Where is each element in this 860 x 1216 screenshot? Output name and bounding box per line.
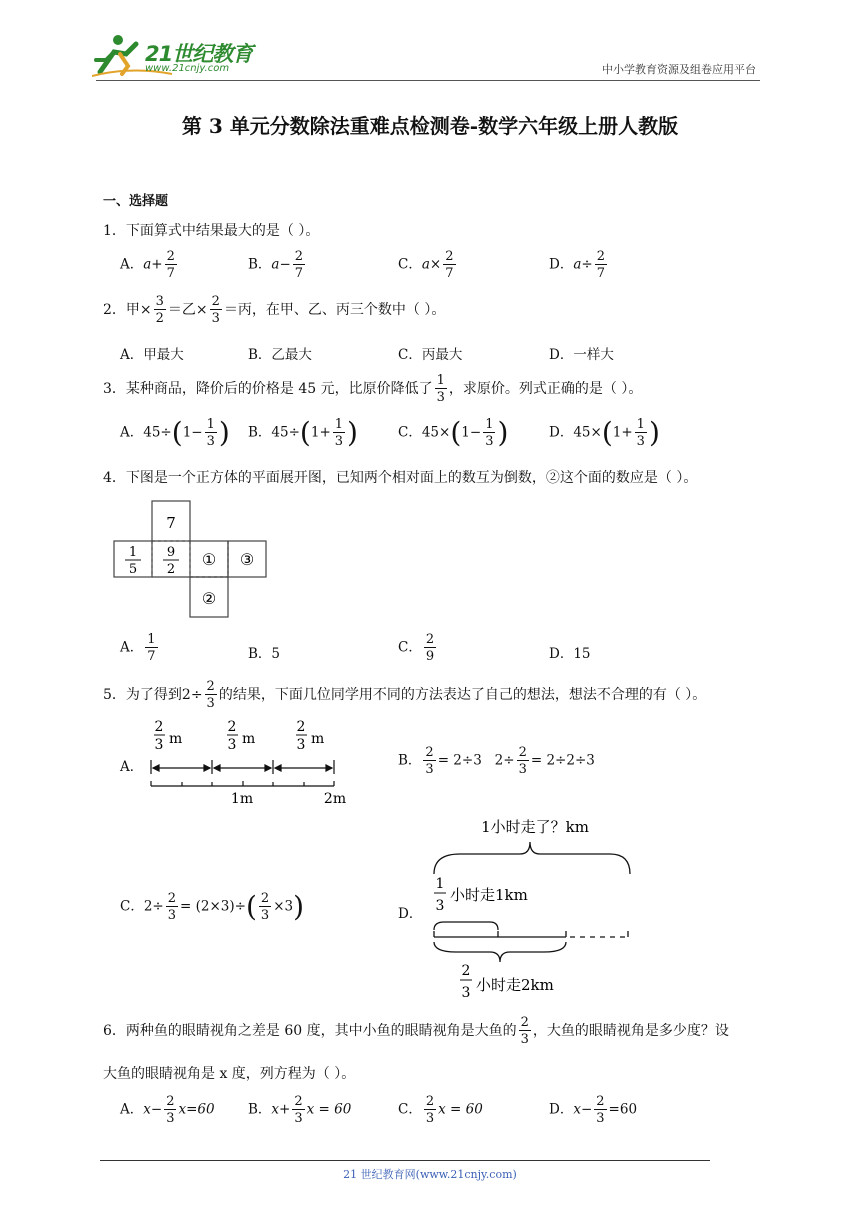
numerator: 2 xyxy=(596,1094,605,1109)
fraction xyxy=(595,250,607,280)
expr: x=60 xyxy=(178,1101,215,1118)
numerator: 2 xyxy=(206,679,215,694)
brace-mid-label: 小时走1km xyxy=(450,886,528,904)
fraction xyxy=(205,418,217,448)
denominator: 3 xyxy=(425,1111,435,1126)
q1-option-b[interactable] xyxy=(248,250,307,280)
brace-bottom-label: 小时走2km xyxy=(476,976,554,994)
q6-option-c[interactable] xyxy=(398,1095,483,1125)
expr: =60 xyxy=(608,1101,638,1118)
mid-numerator: 1 xyxy=(435,876,445,892)
net-left-numerator: 1 xyxy=(128,545,138,560)
denominator: 7 xyxy=(294,266,304,281)
option-label: D． xyxy=(549,256,574,273)
q2-option-d[interactable]: D．一样大 xyxy=(549,347,614,363)
question-6-stem-line2: 大鱼的眼睛视角是 x 度，列方程为（ ）。 xyxy=(103,1066,356,1082)
header-divider xyxy=(96,80,760,81)
expr: 45÷ xyxy=(271,424,300,441)
option-label: B． xyxy=(248,256,272,273)
option-label: C． xyxy=(398,639,422,656)
q5-option-d-label[interactable]: D． xyxy=(398,906,423,922)
segment-numerator: 2 xyxy=(296,719,306,735)
option-label: B． xyxy=(248,646,272,662)
fraction xyxy=(519,1016,531,1046)
option-label: B． xyxy=(398,752,422,769)
expr: x = 60 xyxy=(306,1101,352,1118)
numerator: 2 xyxy=(425,632,435,647)
net-face-1: ① xyxy=(201,550,217,569)
bot-denominator: 3 xyxy=(461,985,471,1001)
denominator: 3 xyxy=(206,434,215,449)
q2-option-b[interactable]: B．乙最大 xyxy=(248,347,312,363)
logo-text: 21世纪教育 xyxy=(145,42,253,66)
expr: a− xyxy=(271,256,291,273)
numerator: 2 xyxy=(211,294,220,309)
equation-part: = 2÷3 xyxy=(437,752,482,769)
bot-numerator: 2 xyxy=(461,963,471,979)
fraction xyxy=(166,892,178,922)
denominator: 3 xyxy=(167,908,177,923)
fraction xyxy=(517,746,529,776)
fraction xyxy=(164,1095,176,1125)
expr: a+ xyxy=(143,256,163,273)
stem-part: 5．为了得到2÷ xyxy=(103,687,203,703)
option-label: B． xyxy=(248,424,272,441)
expr: 1− xyxy=(461,424,482,441)
numerator: 1 xyxy=(206,417,215,432)
numerator: 2 xyxy=(425,745,434,760)
q6-option-a[interactable] xyxy=(120,1095,215,1125)
numerator: 2 xyxy=(596,249,605,264)
fraction xyxy=(205,680,217,710)
denominator: 3 xyxy=(166,1111,175,1126)
section-heading: 一、选择题 xyxy=(103,194,169,209)
fraction xyxy=(435,374,447,404)
fraction xyxy=(443,250,455,280)
option-label: C． xyxy=(398,1101,422,1118)
net-face-2: ② xyxy=(201,589,217,608)
q3-option-a[interactable]: A．45÷(1− $\frac{1}{3}$ ) xyxy=(120,416,230,449)
numerator: 2 xyxy=(294,249,304,264)
denominator: 3 xyxy=(211,311,220,326)
denominator: 3 xyxy=(260,908,270,923)
denominator: 7 xyxy=(596,266,605,281)
denominator: 3 xyxy=(334,434,344,449)
q3-option-c[interactable]: C．45×(1− $\frac{1}{3}$ ) xyxy=(398,416,509,449)
fraction xyxy=(333,418,345,448)
option-value: 5 xyxy=(271,646,281,662)
segment-unit: m xyxy=(242,731,256,747)
q4-option-b[interactable] xyxy=(248,642,280,662)
option-label: B． xyxy=(248,1101,272,1118)
segment-unit: m xyxy=(169,731,183,747)
segment-numerator: 2 xyxy=(227,719,237,735)
segment-unit: m xyxy=(311,731,325,747)
site-tagline: 中小学教育资源及组卷应用平台 xyxy=(602,63,756,76)
question-5-stem xyxy=(103,680,706,710)
cube-net-diagram xyxy=(112,500,272,620)
numerator: 1 xyxy=(334,417,344,432)
equation-part: = 2÷2÷3 xyxy=(530,752,595,769)
expr: a× xyxy=(421,256,442,273)
numerator: 2 xyxy=(294,1094,303,1109)
numerator: 1 xyxy=(436,373,445,388)
stem-part: 3．某种商品，降价后的价格是 45 元，比原价降低了 xyxy=(103,381,433,397)
q5-option-a-label[interactable]: A． xyxy=(120,759,144,775)
logo-url: www.21cnjy.com xyxy=(145,63,230,74)
numerator: 3 xyxy=(155,294,164,309)
net-left-denominator: 5 xyxy=(128,562,138,577)
page-title: 第 3 单元分数除法重难点检测卷-数学六年级上册人教版 xyxy=(181,114,679,138)
q1-option-d[interactable] xyxy=(549,250,609,280)
equation-part: 2÷ xyxy=(143,898,164,915)
q3-option-b[interactable]: B．45÷(1+ $\frac{1}{3}$ ) xyxy=(248,416,358,449)
numerator: 2 xyxy=(167,891,177,906)
numerator: 2 xyxy=(518,745,527,760)
numerator: 2 xyxy=(445,249,454,264)
fraction xyxy=(483,418,495,448)
fraction xyxy=(424,1095,436,1125)
q6-option-b[interactable] xyxy=(248,1095,351,1125)
fraction xyxy=(145,633,157,663)
expr: 1+ xyxy=(310,424,331,441)
net-mid-numerator: 9 xyxy=(166,545,176,560)
q4-option-c[interactable] xyxy=(398,633,438,663)
brace-top-label: 1小时走了？km xyxy=(481,818,589,836)
fraction xyxy=(424,633,436,663)
numerator: 2 xyxy=(520,1015,529,1030)
footer-divider xyxy=(100,1160,710,1161)
fraction xyxy=(210,295,222,325)
numerator: 1 xyxy=(485,417,494,432)
option-label: D． xyxy=(549,646,574,662)
tick-label-1m: 1m xyxy=(230,791,254,807)
option-label: A． xyxy=(120,424,144,441)
mid-denominator: 3 xyxy=(435,898,445,914)
stem-part: 的结果，下面几位同学用不同的方法表达了自己的想法，想法不合理的有（ ）。 xyxy=(218,687,707,703)
q5-option-a-number-line xyxy=(145,716,360,808)
question-1-stem: 1．下面算式中结果最大的是（ ）。 xyxy=(103,223,320,239)
q5-option-b[interactable] xyxy=(398,746,595,776)
stem-part: ，大鱼的眼睛视角是多少度？设 xyxy=(532,1023,729,1039)
numerator: 2 xyxy=(260,891,270,906)
fraction xyxy=(292,1095,304,1125)
option-label: A． xyxy=(120,256,144,273)
denominator: 3 xyxy=(436,390,445,405)
denominator: 3 xyxy=(485,434,494,449)
numerator: 2 xyxy=(425,1094,435,1109)
tick-label-2m: 2m xyxy=(323,791,347,807)
expr: 45÷ xyxy=(143,424,172,441)
q2-option-a[interactable]: A．甲最大 xyxy=(120,347,184,363)
net-face-3: ③ xyxy=(239,550,255,569)
numerator: 1 xyxy=(147,632,156,647)
option-label: C． xyxy=(120,898,144,915)
option-label: A． xyxy=(120,1101,144,1118)
denominator: 3 xyxy=(206,696,215,711)
denominator: 2 xyxy=(155,311,164,326)
expr: x− xyxy=(143,1101,163,1118)
fraction xyxy=(154,295,166,325)
denominator: 3 xyxy=(520,1032,529,1047)
fraction xyxy=(635,418,647,448)
expr: 45× xyxy=(573,424,602,441)
equation-part: ×3 xyxy=(273,898,294,915)
option-label: D． xyxy=(549,424,574,441)
denominator: 3 xyxy=(596,1111,605,1126)
fraction xyxy=(165,250,177,280)
expr: x− xyxy=(573,1101,593,1118)
fraction xyxy=(423,746,435,776)
denominator: 7 xyxy=(166,266,175,281)
denominator: 7 xyxy=(147,649,156,664)
q1-option-a[interactable] xyxy=(120,250,179,280)
q4-option-d[interactable] xyxy=(549,642,591,662)
option-label: C． xyxy=(398,424,422,441)
equation-part: = (2×3)÷ xyxy=(180,898,246,915)
q2-option-c[interactable]: C．丙最大 xyxy=(398,347,463,363)
segment-denominator: 3 xyxy=(154,737,164,753)
q1-option-c[interactable] xyxy=(398,250,458,280)
numerator: 1 xyxy=(636,417,645,432)
option-value: 15 xyxy=(573,646,591,662)
equation-part: 2÷ xyxy=(494,752,515,769)
denominator: 3 xyxy=(518,762,527,777)
option-label: C． xyxy=(398,256,422,273)
question-6-stem-line1 xyxy=(103,1016,729,1046)
footer-link[interactable]: 21 世纪教育网(www.21cnjy.com) xyxy=(343,1168,517,1181)
q4-option-a[interactable] xyxy=(120,633,160,663)
expr: x+ xyxy=(271,1101,291,1118)
segment-denominator: 3 xyxy=(296,737,306,753)
stem-part: ＝乙× xyxy=(167,302,208,318)
expr: x = 60 xyxy=(438,1101,483,1118)
net-mid-denominator: 2 xyxy=(166,562,176,577)
denominator: 3 xyxy=(425,762,434,777)
stem-part: ＝丙，在甲、乙、丙三个数中（ ）。 xyxy=(223,302,446,318)
q5-option-c[interactable]: C．2÷ $\frac{2}{3}$ = (2×3)÷( $\frac{2}{3}$ ×3) xyxy=(120,890,305,923)
expr: 45× xyxy=(421,424,451,441)
question-3-stem xyxy=(103,374,642,404)
segment-numerator: 2 xyxy=(154,719,164,735)
numerator: 2 xyxy=(166,249,175,264)
option-label: A． xyxy=(120,639,144,656)
q6-option-d[interactable] xyxy=(549,1095,637,1125)
option-label: D． xyxy=(549,1101,574,1118)
stem-part: 6．两种鱼的眼睛视角之差是 60 度，其中小鱼的眼睛视角是大鱼的 xyxy=(103,1023,517,1039)
expr: a÷ xyxy=(573,256,593,273)
q3-option-d[interactable]: D．45×(1+ $\frac{1}{3}$ ) xyxy=(549,416,660,449)
fraction xyxy=(594,1095,606,1125)
stem-part: ，求原价。列式正确的是（ ）。 xyxy=(448,381,643,397)
denominator: 3 xyxy=(636,434,645,449)
denominator: 7 xyxy=(445,266,454,281)
question-2-stem xyxy=(103,295,445,325)
question-4-stem: 4．下图是一个正方体的平面展开图，已知两个相对面上的数互为倒数，②这个面的数应是（ ）。 xyxy=(103,470,698,486)
fraction xyxy=(259,892,271,922)
stem-part: 2．甲× xyxy=(103,302,152,318)
segment-denominator: 3 xyxy=(227,737,237,753)
net-top-value: 7 xyxy=(166,514,176,532)
numerator: 2 xyxy=(166,1094,175,1109)
expr: 1− xyxy=(182,424,203,441)
q5-option-d-distance-diagram xyxy=(420,812,640,1008)
denominator: 3 xyxy=(294,1111,303,1126)
expr: 1+ xyxy=(612,424,633,441)
fraction xyxy=(293,250,305,280)
denominator: 9 xyxy=(425,649,435,664)
